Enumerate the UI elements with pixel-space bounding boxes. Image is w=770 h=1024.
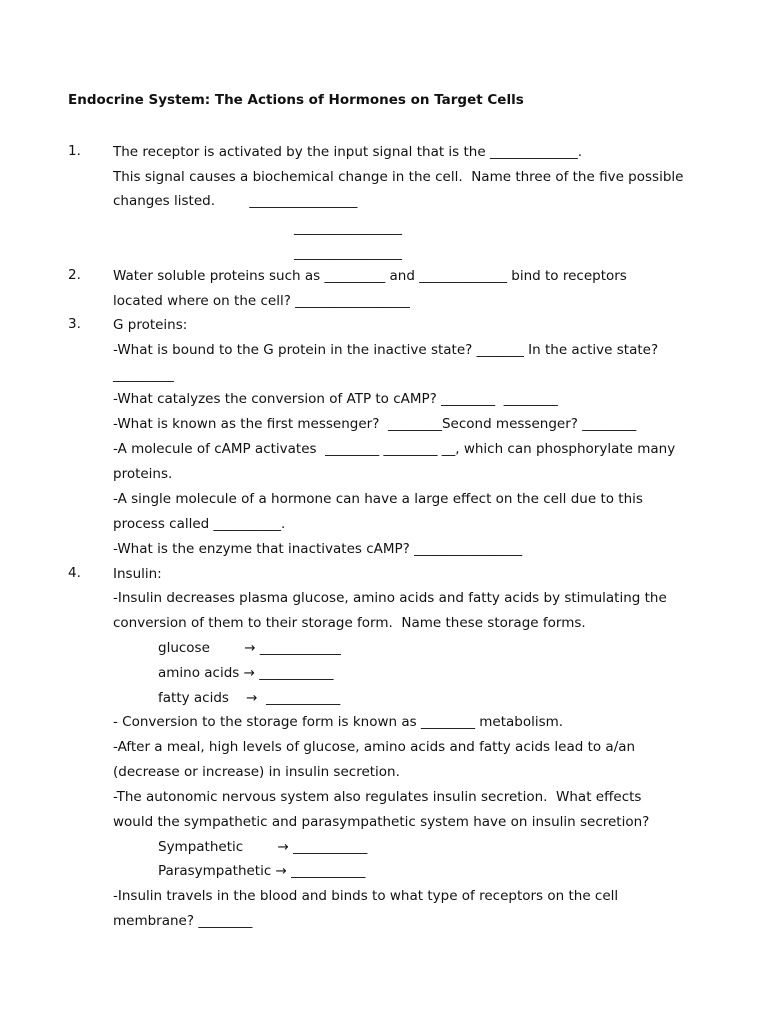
q1-answer-blank: ________________ bbox=[294, 220, 402, 236]
q4-line: membrane? ________ bbox=[113, 913, 253, 929]
q4-line: conversion of them to their storage form. Name these storage forms. bbox=[113, 615, 586, 631]
q3-line: -A molecule of cAMP activates ________ ________ __, which can phosphorylate many bbox=[113, 441, 676, 457]
q3-line: -What is known as the first messenger? ________Second messenger? ________ bbox=[113, 416, 637, 432]
storage-form-glucose: glucose → ____________ bbox=[158, 640, 341, 656]
q1-line: This signal causes a biochemical change in the cell. Name three of the five possible bbox=[113, 169, 684, 185]
q3-heading: G proteins: bbox=[113, 317, 188, 333]
question-number-4: 4. bbox=[68, 565, 81, 581]
q2-line: Water soluble proteins such as _________ and _____________ bind to receptors bbox=[113, 268, 627, 284]
q3-line: -What is bound to the G protein in the inactive state? _______ In the active state? bbox=[113, 342, 659, 358]
parasympathetic-effect: Parasympathetic → ___________ bbox=[158, 863, 366, 879]
q4-line: -Insulin travels in the blood and binds to what type of receptors on the cell bbox=[113, 888, 619, 904]
q4-heading: Insulin: bbox=[113, 566, 162, 582]
q4-line: -Insulin decreases plasma glucose, amino acids and fatty acids by stimulating the bbox=[113, 590, 667, 606]
q1-line: changes listed. ________________ bbox=[113, 193, 358, 209]
q4-line: (decrease or increase) in insulin secretion. bbox=[113, 764, 400, 780]
q3-line: -What is the enzyme that inactivates cAMP? ________________ bbox=[113, 541, 523, 557]
q4-line: -After a meal, high levels of glucose, amino acids and fatty acids lead to a/an bbox=[113, 739, 636, 755]
q4-line: - Conversion to the storage form is known as ________ metabolism. bbox=[113, 714, 564, 730]
storage-form-fatty-acids: fatty acids → ___________ bbox=[158, 690, 341, 706]
q2-line: located where on the cell? _________________ bbox=[113, 293, 410, 309]
q4-line: would the sympathetic and parasympathetic system have on insulin secretion? bbox=[113, 814, 650, 830]
page-title: Endocrine System: The Actions of Hormones on Target Cells bbox=[68, 92, 524, 108]
q1-line: The receptor is activated by the input signal that is the _____________. bbox=[113, 144, 582, 160]
q3-line: -A single molecule of a hormone can have a large effect on the cell due to this bbox=[113, 491, 643, 507]
q3-line: process called __________. bbox=[113, 516, 286, 532]
storage-form-amino-acids: amino acids → ___________ bbox=[158, 665, 334, 681]
sympathetic-effect: Sympathetic → ___________ bbox=[158, 839, 368, 855]
question-number-1: 1. bbox=[68, 143, 81, 159]
q3-line: _________ bbox=[113, 367, 174, 383]
q4-line: -The autonomic nervous system also regulates insulin secretion. What effects bbox=[113, 789, 642, 805]
q3-line: -What catalyzes the conversion of ATP to cAMP? ________ ________ bbox=[113, 391, 558, 407]
question-number-3: 3. bbox=[68, 316, 81, 332]
q1-answer-blank: ________________ bbox=[294, 245, 402, 261]
question-number-2: 2. bbox=[68, 267, 81, 283]
q3-line: proteins. bbox=[113, 466, 173, 482]
